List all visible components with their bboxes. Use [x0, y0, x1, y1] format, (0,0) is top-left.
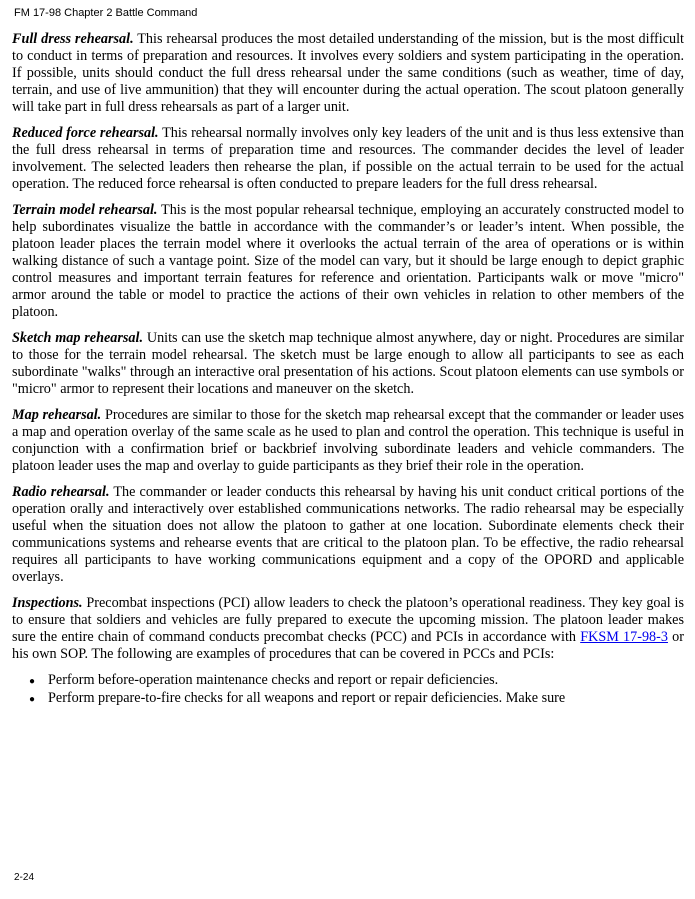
- paragraph-terrain-model: [12, 202, 684, 321]
- paragraph-lead: Map rehearsal.: [12, 407, 102, 423]
- paragraph-radio: [12, 484, 684, 586]
- bullet-icon: ●: [29, 676, 36, 687]
- paragraph-reduced-force: [12, 125, 684, 193]
- bullet-item: [12, 690, 684, 707]
- paragraph-text: Precombat inspections (PCI) allow leaders to check the platoon’s operational readiness. They key goal is to ensure that soldiers and vehicles are fully prepared to execute the upcoming mission. The platoon leader makes sure the entire chain of command conducts precombat checks (PCC) and PCIs in accordance with: [12, 595, 684, 645]
- paragraph-text: This rehearsal produces the most detailed understanding of the mission, but is the most difficult to conduct in terms of preparation and resources. It involves every soldiers and system participating in the operation. If possible, units should conduct the full dress rehearsal under the same conditions (such as weather, time of day, terrain, and use of live ammunition) that they will encounter during the actual operation. The scout platoon generally will take part in full dress rehearsals as part of a larger unit.: [12, 31, 684, 115]
- paragraph-text: or his own SOP. The following are examples of procedures that can be covered in PCCs and PCIs:: [12, 629, 684, 662]
- bullet-list: [12, 672, 684, 707]
- paragraph-lead: Radio rehearsal.: [12, 484, 110, 500]
- page-header: FM 17-98 Chapter 2 Battle Command: [14, 7, 198, 19]
- paragraph-text: Units can use the sketch map technique almost anywhere, day or night. Procedures are similar to those for the terrain model rehearsal. The sketch must be large enough to allow all participants to see as each subordinate "walks" through an interactive oral presentation of his actions. Scout platoon elements can use symbols or "micro" armor to represent their locations and maneuver on the sketch.: [12, 330, 685, 397]
- paragraph-sketch-map: [12, 330, 684, 398]
- paragraph-text: This is the most popular rehearsal technique, employing an accurately constructed model to help subordinates visualize the battle in accordance with the commander’s or leader’s intent. When possible, the platoon leader places the terrain model where it overlooks the actual terrain of the area of operations or is within walking distance of such a vantage point. Size of the model can vary, but it should be large enough to depict graphic control measures and important terrain features for reference and orientation. Participants walk or move "micro" armor around the table or model to practice the actions of their own vehicles in relation to other members of the platoon.: [12, 202, 684, 320]
- paragraph-lead: Reduced force rehearsal.: [12, 125, 159, 141]
- bullet-item: [12, 672, 684, 689]
- fksm-17-98-3-link[interactable]: FKSM 17-98-3: [580, 629, 668, 645]
- paragraph-text: This rehearsal normally involves only key leaders of the unit and is thus less extensive than the full dress rehearsal in terms of preparation time and resources. The commander decides the level of leader involvement. The selected leaders then rehearse the plan, if possible on the actual terrain to be used for the actual operation. The reduced force rehearsal is often conducted to prepare leaders for the full dress rehearsal.: [12, 125, 685, 192]
- paragraph-text: The commander or leader conducts this rehearsal by having his unit conduct critical portions of the operation orally and interactively over established communications networks. The radio rehearsal may be especially useful when the situation does not allow the platoon to gather at one location. Subordinate elements check their communications systems and rehearse events that are critical to the platoon plan. To be effective, the radio rehearsal requires all participants to have working communications equipment and a copy of the OPORD and applicable overlays.: [12, 484, 685, 585]
- paragraph-lead: Terrain model rehearsal.: [12, 202, 158, 218]
- paragraph-lead: Full dress rehearsal.: [12, 31, 134, 47]
- page-content: [12, 31, 684, 708]
- paragraph-map: [12, 407, 684, 475]
- bullet-text: Perform prepare-to-fire checks for all weapons and report or repair deficiencies. Make sure: [48, 690, 566, 706]
- page-footer: 2-24: [14, 872, 35, 883]
- paragraph-lead: Inspections.: [12, 595, 83, 611]
- paragraph-lead: Sketch map rehearsal.: [12, 330, 143, 346]
- bullet-icon: ●: [29, 694, 36, 705]
- paragraph-text: Procedures are similar to those for the sketch map rehearsal except that the commander or leader uses a map and operation overlay of the same scale as he used to plan and control the operation. This technique is useful in conjunction with a confirmation brief or backbrief involving subordinate leaders and vehicle commanders. The platoon leader uses the map and overlay to guide participants as they brief their role in the operation.: [12, 407, 685, 474]
- paragraph-full-dress: [12, 31, 684, 116]
- paragraph-inspections: [12, 595, 684, 663]
- bullet-text: Perform before-operation maintenance checks and report or repair deficiencies.: [48, 672, 499, 688]
